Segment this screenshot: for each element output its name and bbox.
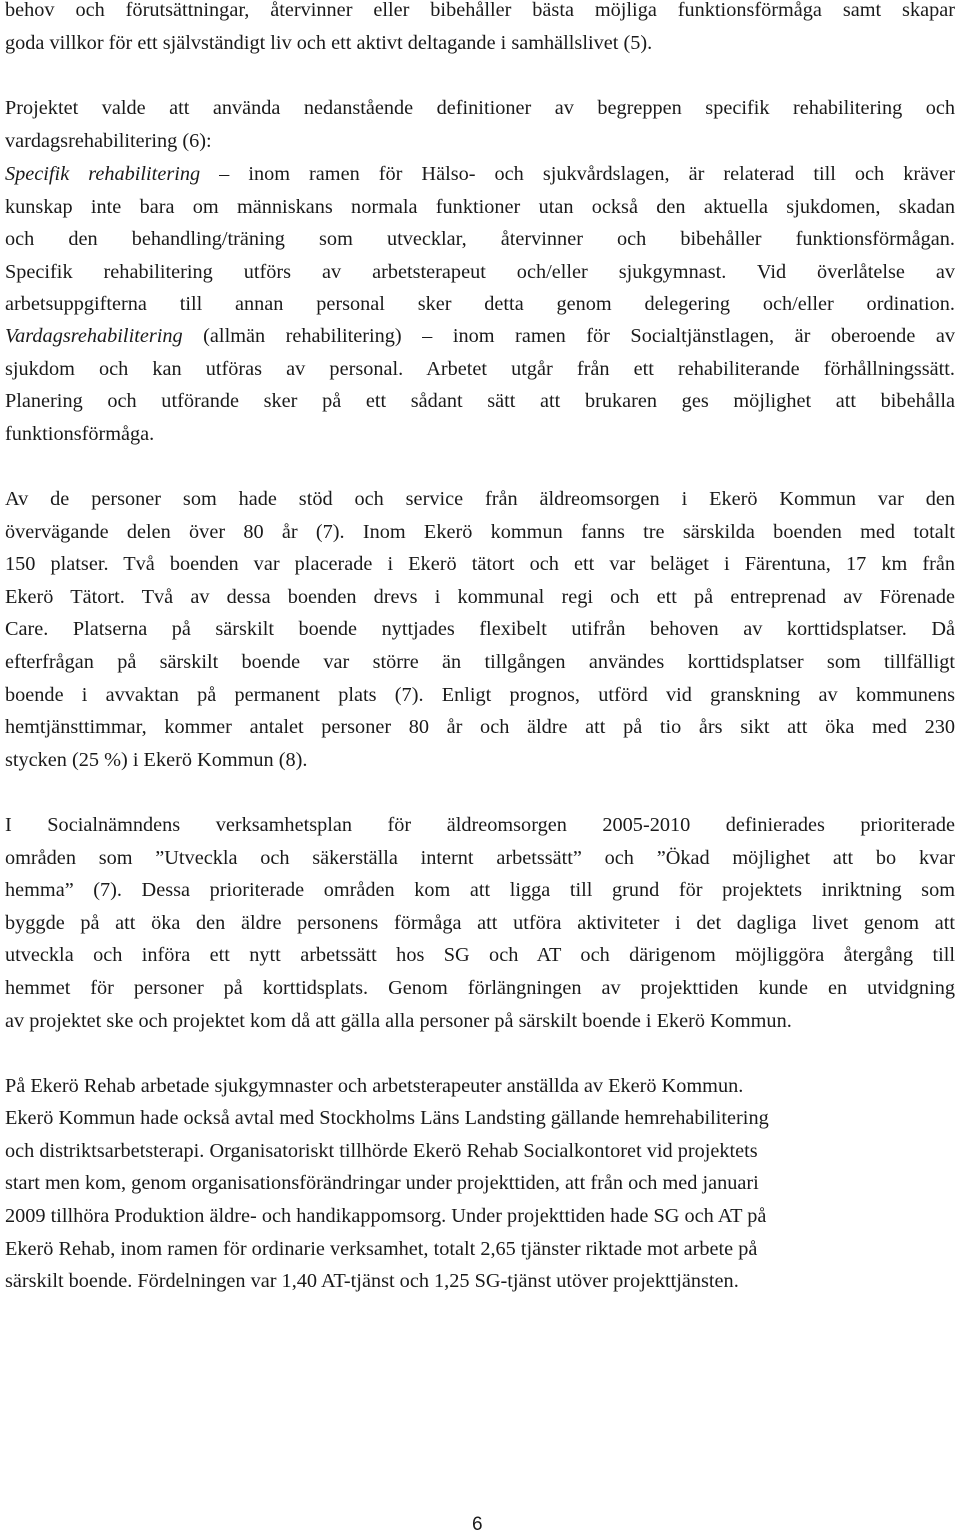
definition-text: – inom ramen för Hälso- och sjukvårdslagen, är relaterad till och kräver (200, 163, 955, 185)
text-line: Projektet valde att använda nedanstående definitioner av begreppen specifik rehabilitering och (5, 97, 955, 119)
text-line: 2009 tillhöra Produktion äldre- och handikappomsorg. Under projekttiden hade SG och AT på (5, 1205, 767, 1227)
text-line: byggde på att öka den äldre personens förmåga att utföra aktiviteter i det dagliga livet genom att (5, 912, 955, 934)
definition-text: (allmän rehabilitering) – inom ramen för Socialtjänstlagen, är oberoende av (182, 325, 955, 347)
text-line: goda villkor för ett självständigt liv och ett aktivt deltagande i samhällslivet (5). (5, 32, 653, 54)
text-line: Ekerö Tätort. Två av dessa boenden drevs i kommunal regi och ett på entreprenad av Förenade (5, 586, 955, 608)
text-line: boende i avvaktan på permanent plats (7). Enligt prognos, utförd vid granskning av kommunens (5, 684, 955, 706)
text-line: av projektet ske och projektet kom då att gälla alla personer på särskilt boende i Ekerö Kommun. (5, 1010, 792, 1032)
text-line: sjukdom och kan utföras av personal. Arbetet utgår från ett rehabiliterande förhållningssätt. (5, 358, 955, 380)
text-line: Av de personer som hade stöd och service från äldreomsorgen i Ekerö Kommun var den (5, 488, 955, 510)
text-line: vardagsrehabilitering (6): (5, 130, 212, 152)
text-line: stycken (25 %) i Ekerö Kommun (8). (5, 749, 308, 771)
text-line: kunskap inte bara om människans normala funktioner utan också den aktuella sjukdomen, skadan (5, 196, 955, 218)
text-line: Ekerö Kommun hade också avtal med Stockholms Läns Landsting gällande hemrehabilitering (5, 1107, 769, 1129)
text-line: särskilt boende. Fördelningen var 1,40 AT-tjänst och 1,25 SG-tjänst utöver projekttjänsten. (5, 1270, 739, 1292)
text-line: 150 platser. Två boenden var placerade i Ekerö tätort och ett var beläget i Färentuna, 17 km från (5, 553, 955, 575)
text-line: och distriktsarbetsterapi. Organisatoriskt tillhörde Ekerö Rehab Socialkontoret vid projektets (5, 1140, 758, 1162)
definition-everyday (5, 326, 955, 346)
text-line: hemmet för personer på korttidsplats. Genom förlängningen av projekttiden kunde en utvidgning (5, 977, 955, 999)
text-line: Planering och utförande sker på ett sådant sätt att brukaren ges möjlighet att bibehålla (5, 390, 955, 412)
text-line: övervägande delen över 80 år (7). Inom Ekerö kommun fanns tre särskilda boenden med totalt (5, 521, 955, 543)
page-number: 6 (472, 1514, 483, 1535)
text-line: behov och förutsättningar, återvinner eller bibehåller bästa möjliga funktionsförmåga samt skapar (5, 0, 955, 21)
text-line: start men kom, genom organisationsförändringar under projekttiden, att från och med januari (5, 1172, 759, 1194)
text-line: arbetsuppgifterna till annan personal sker detta genom delegering och/eller ordination. (5, 293, 955, 315)
text-line: Care. Platserna på särskilt boende nyttjades flexibelt utifrån behoven av korttidsplatser. Då (5, 618, 955, 640)
text-line: På Ekerö Rehab arbetade sjukgymnaster och arbetsterapeuter anställda av Ekerö Kommun. (5, 1075, 744, 1097)
text-line: Ekerö Rehab, inom ramen för ordinarie verksamhet, totalt 2,65 tjänster riktade mot arbete på (5, 1238, 758, 1260)
text-line: I Socialnämndens verksamhetsplan för äldreomsorgen 2005-2010 definierades prioriterade (5, 814, 955, 836)
text-line: områden som ”Utveckla och säkerställa internt arbetssätt” och ”Ökad möjlighet att bo kvar (5, 847, 955, 869)
definition-specific (5, 164, 955, 184)
text-line: funktionsförmåga. (5, 423, 155, 445)
term-everyday-rehabilitation: Vardagsrehabilitering (5, 325, 183, 347)
text-line: utveckla och införa ett nytt arbetssätt hos SG och AT och därigenom möjliggöra återgång till (5, 944, 955, 966)
text-line: hemtjänsttimmar, kommer antalet personer 80 år och äldre att på tio års sikt att öka med 230 (5, 716, 955, 738)
term-specific-rehabilitation: Specifik rehabilitering (5, 163, 201, 185)
text-line: och den behandling/träning som utvecklar, återvinner och bibehåller funktionsförmågan. (5, 228, 955, 250)
text-line: hemma” (7). Dessa prioriterade områden kom att ligga till grund för projektets inriktning som (5, 879, 955, 901)
text-line: Specifik rehabilitering utförs av arbetsterapeut och/eller sjukgymnast. Vid överlåtelse av (5, 261, 955, 283)
text-line: efterfrågan på särskilt boende var större än tillgången användes korttidsplatser som tillfälligt (5, 651, 955, 673)
